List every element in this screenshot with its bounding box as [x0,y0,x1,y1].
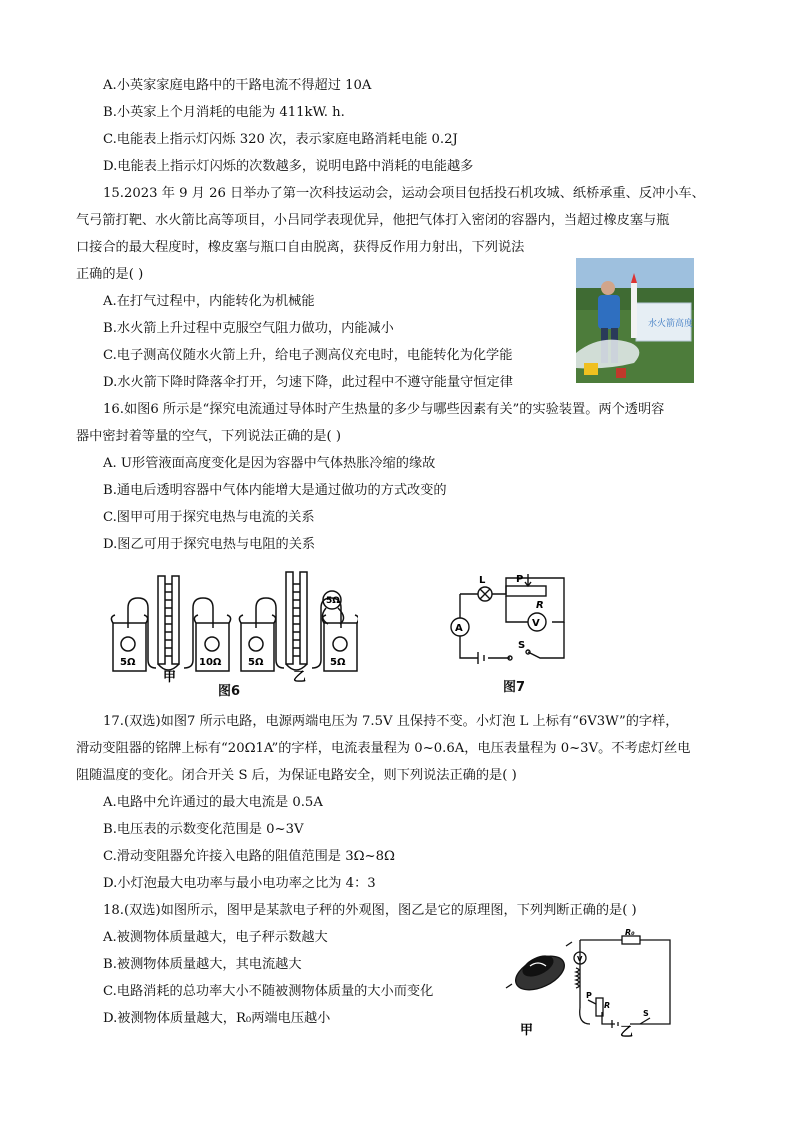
q18-option-b: B.被测物体质量越大，其电流越大 [103,957,302,972]
fig8-label-V: V [577,955,583,963]
fig8-label-yi: 乙 [620,1025,634,1038]
q18-option-a: A.被测物体质量越大，电子秤示数越大 [103,930,328,945]
water-rocket-photo [576,258,694,383]
fig6-label-yi: 乙 [293,670,307,685]
q15-option-c: C.电子测高仪随水火箭上升，给电子测高仪充电时，电能转化为化学能 [103,348,513,363]
fig8-label-P: P [586,991,592,1000]
figure-electronic-scale [500,928,690,1038]
figure-6-caption: 图6 [218,684,241,699]
q17-option-c: C.滑动变阻器允许接入电路的阻值范围是 3Ω~8Ω [103,849,395,864]
q15-option-d: D.水火箭下降时降落伞打开，匀速下降，此过程中不遵守能量守恒定律 [103,375,513,390]
fig8-label-R0: R₀ [625,928,635,937]
q15-stem-line3: 口接合的最大程度时，橡皮塞与瓶口自由脱离，获得反作用力射出，下列说法 [76,240,525,255]
fig6-label-jia: 甲 [163,670,177,685]
fig6-resistor-5: 5Ω [326,596,340,606]
q15-stem-line1: 15.2023 年 9 月 26 日举办了第一次科技运动会，运动会项目包括投石机攻城、纸桥承重、反冲小车、 [103,186,705,201]
figure-7-circuit [440,570,580,670]
figure-7-caption: 图7 [503,680,526,695]
q15-stem-line4: 正确的是( ) [76,267,144,282]
fig7-label-V: V [532,618,540,629]
q14-option-c: C.电能表上指示灯闪烁 320 次，表示家庭电路消耗电能 0.2J [103,132,458,147]
q17-option-a: A.电路中允许通过的最大电流是 0.5A [103,795,323,810]
q14-option-d: D.电能表上指示灯闪烁的次数越多，说明电路中消耗的电能越多 [103,159,474,174]
q18-option-d: D.被测物体质量越大，R₀两端电压越小 [103,1011,331,1026]
q16-stem-line1: 16.如图6 所示是“探究电流通过导体时产生热量的多少与哪些因素有关”的实验装置。两个透明容 [103,402,665,417]
fig6-resistor-1: 5Ω [120,657,136,668]
fig8-label-R: R [604,1001,611,1010]
q14-option-a: A.小英家家庭电路中的干路电流不得超过 10A [103,78,372,93]
q17-option-d: D.小灯泡最大电功率与最小电功率之比为 4：3 [103,876,376,891]
q14-option-b: B.小英家上个月消耗的电能为 411kW. h. [103,105,345,120]
q15-option-a: A.在打气过程中，内能转化为机械能 [103,294,315,309]
q18-option-c: C.电路消耗的总功率大小不随被测物体质量的大小而变化 [103,984,434,999]
q18-stem-line1: 18.(双选)如图所示，图甲是某款电子秤的外观图，图乙是它的原理图，下列判断正确的是( ) [103,903,637,918]
fig6-resistor-4: 5Ω [330,657,346,668]
fig7-label-A: A [455,623,463,634]
photo-banner-text: 水火箭高度 [648,319,694,329]
fig7-label-R: R [536,600,544,611]
fig8-label-S: S [643,1009,649,1018]
q15-option-b: B.水火箭上升过程中克服空气阻力做功，内能减小 [103,321,394,336]
fig7-label-L: L [479,575,486,586]
q16-stem-line2: 器中密封着等量的空气，下列说法正确的是( ) [76,429,342,444]
q16-option-c: C.图甲可用于探究电热与电流的关系 [103,510,315,525]
q16-option-d: D.图乙可用于探究电热与电阻的关系 [103,537,316,552]
fig6-resistor-3: 5Ω [248,657,264,668]
fig8-label-jia: 甲 [520,1023,534,1038]
q17-stem-line2: 滑动变阻器的铭牌上标有“20Ω1A”的字样，电流表量程为 0~0.6A，电压表量程为 0~3V。不考虑灯丝电 [76,741,691,756]
q15-stem-line2: 气弓箭打靶、水火箭比高等项目，小吕同学表现优异，他把气体打入密闭的容器内，当超过橡皮塞与瓶 [76,213,670,228]
fig7-label-S: S [518,640,526,651]
q17-stem-line1: 17.(双选)如图7 所示电路，电源两端电压为 7.5V 且保持不变。小灯泡 L 上标有“6V3W”的字样， [103,714,679,729]
fig7-label-P: P [516,574,524,585]
q16-option-a: A. U形管液面高度变化是因为容器中气体热胀冷缩的缘故 [103,456,436,471]
fig6-resistor-2: 10Ω [199,657,222,668]
q17-option-b: B.电压表的示数变化范围是 0~3V [103,822,304,837]
q17-stem-line3: 阻随温度的变化。闭合开关 S 后，为保证电路安全，则下列说法正确的是( ) [76,768,517,783]
q16-option-b: B.通电后透明容器中气体内能增大是通过做功的方式改变的 [103,483,447,498]
